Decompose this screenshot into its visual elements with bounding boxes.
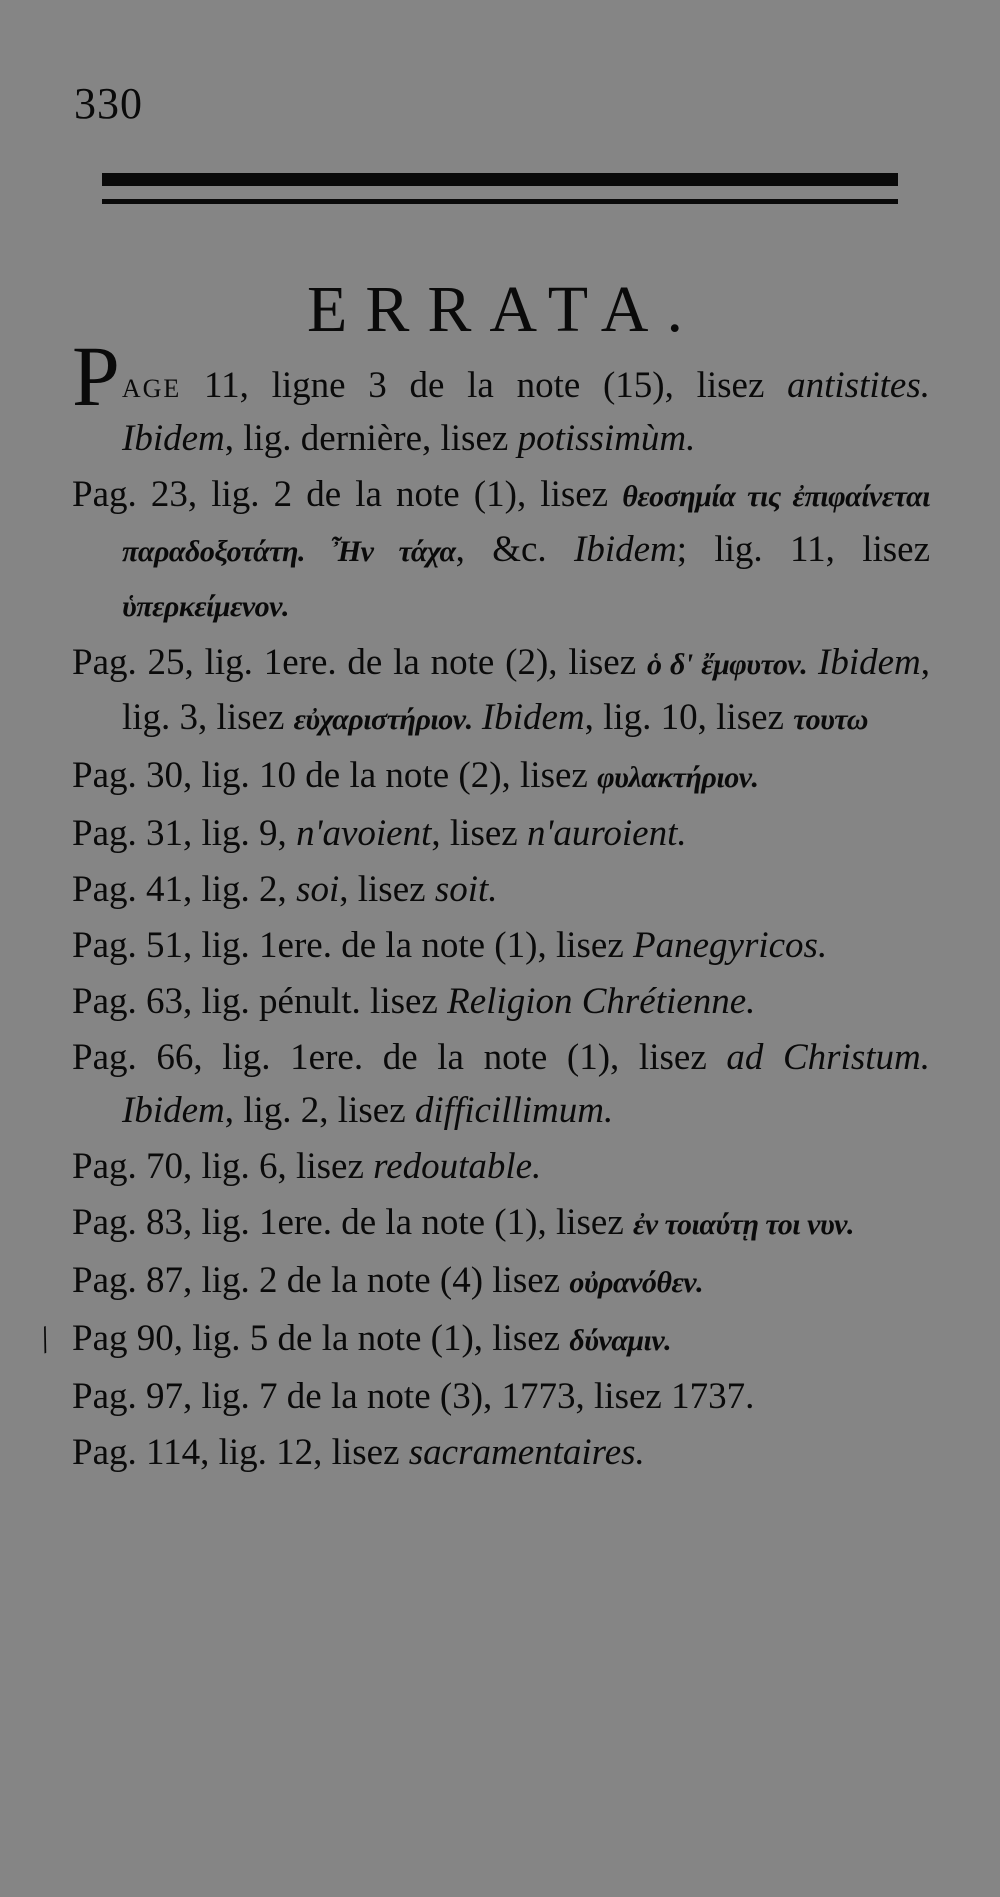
- errata-entry: [72, 468, 930, 633]
- entry-text: , lisez: [339, 869, 435, 910]
- entry-text: , lig. 10, lisez: [584, 697, 794, 738]
- italic-text: antistites. Ibidem: [122, 365, 930, 459]
- greek-text: δύναμιν.: [569, 1324, 672, 1357]
- header-rule-thin: [102, 199, 898, 204]
- entry-text: 23, lig. 2 de la note (1), lisez: [136, 474, 623, 515]
- entry-text: 114, lig. 12, lisez: [136, 1432, 409, 1473]
- entry-text: 83, lig. 1ere. de la note (1), lisez: [136, 1202, 633, 1243]
- entry-lead: Pag.: [72, 474, 137, 515]
- italic-text: Ibidem: [574, 529, 677, 570]
- entry-text: , lig. 3, lisez: [122, 642, 931, 738]
- entry-lead: Pag.: [72, 925, 137, 966]
- entry-lead: Pag.: [72, 981, 137, 1022]
- italic-text: n'auroient.: [526, 813, 687, 854]
- greek-text: φυλακτήριον.: [597, 761, 759, 794]
- greek-text: τουτω: [793, 703, 868, 736]
- entry-text: 87, lig. 2 de la note (4) lisez: [136, 1260, 570, 1301]
- italic-text: soit.: [434, 869, 498, 910]
- errata-entry: [72, 1254, 930, 1309]
- entry-text: [807, 642, 818, 683]
- entry-lead: Pag: [72, 1318, 128, 1359]
- entry-text: 25, lig. 1ere. de la note (2), lisez: [136, 642, 647, 683]
- entry-text: 97, lig. 7 de la note (3), 1773, lisez 1737.: [136, 1376, 755, 1417]
- entry-text: 11, ligne 3 de la note (15), lisez: [181, 365, 788, 406]
- greek-text: ὑπερκείμενον.: [122, 590, 289, 623]
- entry-lead: Pag.: [72, 642, 137, 683]
- italic-text: potissimùm.: [517, 418, 696, 459]
- entry-text: 90, lig. 5 de la note (1), lisez: [127, 1318, 570, 1359]
- errata-entry: [72, 1312, 930, 1367]
- entry-text: 51, lig. 1ere. de la note (1), lisez: [136, 925, 633, 966]
- entry-lead: Pag.: [72, 813, 137, 854]
- italic-text: Ibidem: [818, 642, 921, 683]
- greek-text: ἐν τοιαύτῃ τοι νυν.: [633, 1208, 854, 1241]
- entry-lead: Pag.: [72, 1037, 137, 1078]
- errata-entry: [72, 328, 930, 465]
- italic-text: sacramentaires.: [408, 1432, 645, 1473]
- greek-text: θεοσημία τις ἐπιφαίνεται παραδοξοτάτη. Ἦν τάχα: [122, 480, 930, 568]
- entry-lead: Pag.: [72, 1432, 137, 1473]
- entry-text: 30, lig. 10 de la note (2), lisez: [136, 755, 598, 796]
- entry-lead: Pag.: [72, 1146, 137, 1187]
- entry-text: , lisez: [431, 813, 527, 854]
- entry-text: 41, lig. 2,: [136, 869, 297, 910]
- errata-entry: [72, 975, 930, 1028]
- entry-lead: Pag.: [72, 1202, 137, 1243]
- entry-lead: Pag.: [72, 1260, 137, 1301]
- page-number: 330: [74, 79, 143, 128]
- entry-text: 70, lig. 6, lisez: [136, 1146, 374, 1187]
- errata-entry: [72, 1370, 930, 1423]
- greek-text: εὐχαριστήριον.: [293, 703, 473, 736]
- header-rule-thick: [102, 173, 898, 186]
- errata-entry: [72, 1426, 930, 1479]
- entry-text: 31, lig. 9,: [136, 813, 297, 854]
- italic-text: ad Christum. Ibidem: [122, 1037, 930, 1131]
- italic-text: redoutable.: [373, 1146, 542, 1187]
- errata-entry: [72, 1140, 930, 1193]
- greek-text: ὁ δ' ἔμφυτον.: [646, 648, 808, 681]
- margin-check-mark: /: [33, 1318, 58, 1362]
- entry-text: [473, 697, 482, 738]
- entry-text: , lig. 2, lisez: [224, 1090, 415, 1131]
- italic-text: Ibidem: [481, 697, 585, 738]
- errata-entry: [72, 636, 930, 746]
- entry-text: 66, lig. 1ere. de la note (1), lisez: [136, 1037, 727, 1078]
- page-title: ERRATA.: [307, 273, 701, 346]
- errata-entry: [72, 1196, 930, 1251]
- italic-text: n'avoient: [296, 813, 432, 854]
- entry-lead: Pag.: [72, 869, 137, 910]
- errata-entry: [72, 807, 930, 860]
- entry-text: ; lig. 11, lisez: [676, 529, 931, 570]
- entry-lead: Pag.: [72, 755, 137, 796]
- italic-text: difficillimum.: [414, 1090, 614, 1131]
- errata-list: [72, 328, 931, 1482]
- italic-text: Religion Chrétienne.: [447, 981, 756, 1022]
- italic-text: soi: [296, 869, 340, 910]
- entry-lead: Page: [72, 328, 182, 424]
- entry-lead: Pag.: [72, 1376, 137, 1417]
- errata-entry: [72, 749, 930, 804]
- entry-text: , &c.: [455, 529, 575, 570]
- entry-text: , lig. dernière, lisez: [224, 418, 518, 459]
- italic-text: Panegyricos.: [633, 925, 828, 966]
- errata-entry: [72, 919, 930, 972]
- greek-text: οὐρανόθεν.: [569, 1266, 704, 1299]
- errata-entry: [72, 1031, 930, 1137]
- entry-text: 63, lig. pénult. lisez: [136, 981, 448, 1022]
- errata-entry: [72, 863, 930, 916]
